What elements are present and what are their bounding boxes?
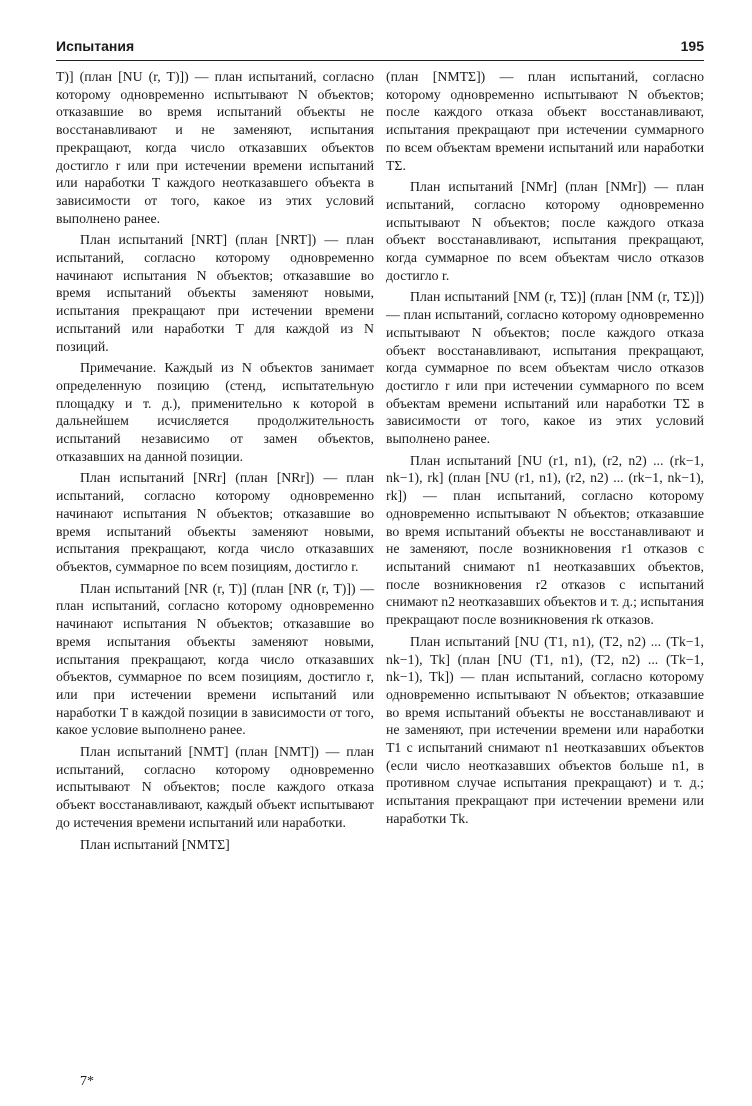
paragraph: План испытаний [NU (r1, n1), (r2, n2) ... (rk−1, nk−1), rk] (план [NU (r1, n1), (r2, n2) ... (rk−1, nk−1), rk]) — план испытаний, согласно которому одновременно испытывают N объектов; отказавшие во время испытаний объекты не восстанавливают и не заменяют, после возникновения r1 отказов с испытаний снимают n1 неотказавших объектов, после возникновения r2 отказов с испытаний снимают n2 неотказавших объектов и т. д.; испытания прекращают после возникновения rk отказов. bbox=[386, 452, 704, 628]
paragraph: План испытаний [NMTΣ] bbox=[80, 836, 230, 852]
paragraph: План испытаний [NRT] (план [NRT]) — план испытаний, согласно которому одновременно начинают испытания N объектов; отказавшие во время испытаний объекты заменяют новыми, испытания прекращают при истечении времени испытаний или наработки T для каждой из N позиций. bbox=[56, 232, 374, 354]
note-paragraph: Примечание. Каждый из N объектов занимает определенную позицию (стенд, испытательную площадку и т. д.), применительно к которой в дальнейшем исчисляется продолжительность испытаний независимо от замен объектов, отказавших на данной позиции. bbox=[56, 360, 374, 464]
right-column bbox=[386, 68, 704, 832]
running-header bbox=[56, 38, 704, 61]
left-column bbox=[56, 68, 374, 857]
paragraph: План испытаний [NMT] (план [NMT]) — план испытаний, согласно которому одновременно испытывают N объектов; после каждого отказа объект восстанавливают, каждый объект испытывают до истечения времени испытаний или наработки. bbox=[56, 744, 374, 830]
paragraph: План испытаний [NM (r, TΣ)] (план [NM (r, TΣ)]) — план испытаний, согласно которому одновременно испытывают N объектов; после каждого отказа объект восстанавливают, испытания прекращают, когда суммарное по всем объектам число отказов достигло r или при истечении суммарного по всем объектам времени испытаний или наработки TΣ в зависимости от того, какое из этих условий выполнено ранее. bbox=[386, 289, 704, 447]
printer-signature: 7* bbox=[80, 1074, 94, 1089]
section-title: Испытания bbox=[56, 38, 135, 54]
paragraph: План испытаний [NU (T1, n1), (T2, n2) ... (Tk−1, nk−1), Tk] (план [NU (T1, n1), (T2, n2) ... (Tk−1, nk−1), Tk]) — план испытаний, согласно которому одновременно испытывают N объектов; отказавшие во время испытаний объекты не восстанавливают и не заменяют, при истечении времени или наработки T1 с испытаний снимают n1 неотказавших объектов (если число неотказавших объектов больше n1, в противном случае испытания прекращают) и т. д.; испытания прекращают при истечении времени или наработки Tk. bbox=[386, 633, 704, 826]
paragraph: План испытаний [NMr] (план [NMr]) — план испытаний, согласно которому одновременно испытывают N объектов; после каждого отказа объект восстанавливают, испытания прекращают, когда суммарное по всем объектам число отказов достигло r. bbox=[386, 179, 704, 283]
page-number: 195 bbox=[680, 38, 704, 54]
paragraph: T)] (план [NU (r, T)]) — план испытаний, согласно которому одновременно испытывают N объектов; отказавшие во время испытаний объекты не восстанавливают и не заменяют, испытания прекращают, когда число отказавших объектов достигло r или при истечении времени испытаний или наработки T каждого неотказавшего объекта в зависимости от того, какое из этих условий выполнено ранее. bbox=[56, 69, 374, 226]
paragraph: План испытаний [NRr] (план [NRr]) — план испытаний, согласно которому одновременно начинают испытания N объектов; отказавшие во время испытаний объекты заменяют новыми, испытания прекращают, когда число отказавших объектов, суммарное по всем позициям, достигло r. bbox=[56, 470, 374, 574]
paragraph: План испытаний [NR (r, T)] (план [NR (r, T)]) — план испытаний, согласно которому одновременно начинают испытания N объектов; отказавшие во время испытания объекты заменяют новыми, испытания прекращают, когда число отказавших объектов, суммарное по всем позициям, достигло r, или при истечении времени испытаний или наработки T в каждой позиции в зависимости от того, какое условие выполнено ранее. bbox=[56, 580, 374, 738]
paragraph: (план [NMTΣ]) — план испытаний, согласно которому одновременно испытывают N объектов; после каждого отказа объект восстанавливают, испытания прекращают при истечении суммарного по всем объектам времени испытаний или наработки TΣ. bbox=[386, 69, 704, 173]
